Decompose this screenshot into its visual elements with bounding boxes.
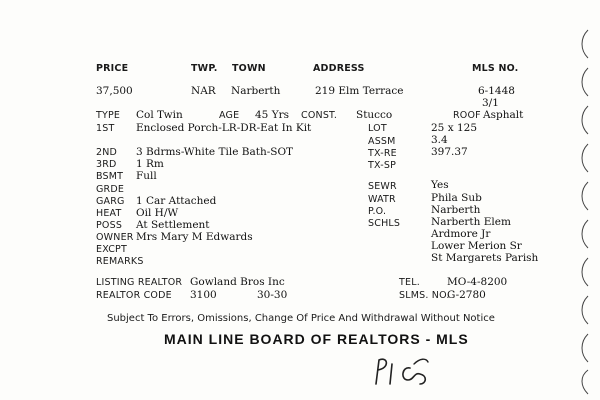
realtor-code-label: REALTOR CODE bbox=[96, 290, 172, 301]
assm-value: 3.4 bbox=[431, 134, 448, 146]
type-value: Col Twin bbox=[136, 109, 183, 121]
realtor-code2-value: 30-30 bbox=[257, 289, 288, 301]
twp-value: NAR bbox=[191, 85, 216, 97]
txre-label: TX-RE bbox=[368, 148, 397, 159]
disclaimer-notice: Subject To Errors, Omissions, Change Of Price And Withdrawal Without Notice bbox=[107, 313, 495, 324]
poss-label: POSS bbox=[96, 220, 123, 231]
third-floor-label: 3RD bbox=[96, 159, 117, 170]
roof-label: ROOF bbox=[453, 110, 481, 121]
txsp-label: TX-SP bbox=[368, 160, 397, 171]
heat-label: HEAT bbox=[96, 208, 122, 219]
const-label: CONST. bbox=[301, 110, 338, 121]
price-value: 37,500 bbox=[96, 85, 133, 97]
town-value: Narberth bbox=[231, 85, 281, 97]
schls-label: SCHLS bbox=[368, 218, 401, 229]
mls-sub-value: 3/1 bbox=[482, 97, 499, 109]
listing-realtor-label: LISTING REALTOR bbox=[96, 277, 183, 288]
watr-value: Phila Sub bbox=[431, 192, 482, 204]
poss-value: At Settlement bbox=[136, 219, 210, 231]
type-label: TYPE bbox=[96, 110, 121, 121]
third-floor-value: 1 Rm bbox=[136, 158, 164, 170]
first-floor-label: 1ST bbox=[96, 123, 115, 134]
school-sr-value: Lower Merion Sr bbox=[431, 240, 522, 252]
garg-label: GARG bbox=[96, 196, 125, 207]
second-floor-label: 2ND bbox=[96, 147, 118, 158]
address-header: ADDRESS bbox=[313, 63, 365, 74]
age-label: AGE bbox=[219, 110, 240, 121]
owner-value: Mrs Mary M Edwards bbox=[136, 231, 253, 243]
lot-label: LOT bbox=[368, 123, 387, 134]
po-label: P.O. bbox=[368, 206, 387, 217]
bsmt-value: Full bbox=[136, 170, 157, 182]
sewr-label: SEWR bbox=[368, 181, 397, 192]
town-header: TOWN bbox=[232, 63, 266, 74]
binder-marks bbox=[560, 0, 600, 400]
first-floor-value: Enclosed Porch-LR-DR-Eat In Kit bbox=[136, 122, 312, 134]
school-jr-value: Ardmore Jr bbox=[431, 228, 491, 240]
mls-no-value: 6-1448 bbox=[478, 85, 515, 97]
remarks-label: REMARKS bbox=[96, 256, 144, 267]
garg-value: 1 Car Attached bbox=[136, 195, 217, 207]
address-value: 219 Elm Terrace bbox=[315, 85, 404, 97]
slms-label: SLMS. NO. bbox=[399, 290, 450, 301]
po-value: Narberth bbox=[431, 204, 481, 216]
twp-header: TWP. bbox=[191, 63, 218, 74]
tel-label: TEL. bbox=[399, 277, 420, 288]
grde-label: GRDE bbox=[96, 184, 125, 195]
slms-value: G-2780 bbox=[447, 289, 486, 301]
assm-label: ASSM bbox=[368, 136, 396, 147]
price-header: PRICE bbox=[96, 63, 129, 74]
school-elem-value: Narberth Elem bbox=[431, 216, 511, 228]
age-value: 45 Yrs bbox=[255, 109, 290, 121]
listing-realtor-value: Gowland Bros Inc bbox=[190, 276, 285, 288]
handwritten-note bbox=[370, 352, 440, 388]
tel-value: MO-4-8200 bbox=[447, 276, 508, 288]
txre-value: 397.37 bbox=[431, 146, 468, 158]
owner-label: OWNER bbox=[96, 232, 134, 243]
excpt-label: EXCPT bbox=[96, 244, 127, 255]
second-floor-value: 3 Bdrms-White Tile Bath-SOT bbox=[136, 146, 294, 158]
lot-value: 25 x 125 bbox=[431, 122, 477, 134]
roof-value: Asphalt bbox=[483, 109, 524, 121]
realtor-code-value: 3100 bbox=[190, 289, 217, 301]
bsmt-label: BSMT bbox=[96, 171, 124, 182]
mls-no-header: MLS NO. bbox=[472, 63, 519, 74]
watr-label: WATR bbox=[368, 194, 396, 205]
const-value: Stucco bbox=[356, 109, 393, 121]
board-title: MAIN LINE BOARD OF REALTORS - MLS bbox=[164, 331, 469, 347]
parish-value: St Margarets Parish bbox=[431, 252, 539, 264]
sewr-value: Yes bbox=[431, 179, 449, 191]
heat-value: Oil H/W bbox=[136, 207, 179, 219]
